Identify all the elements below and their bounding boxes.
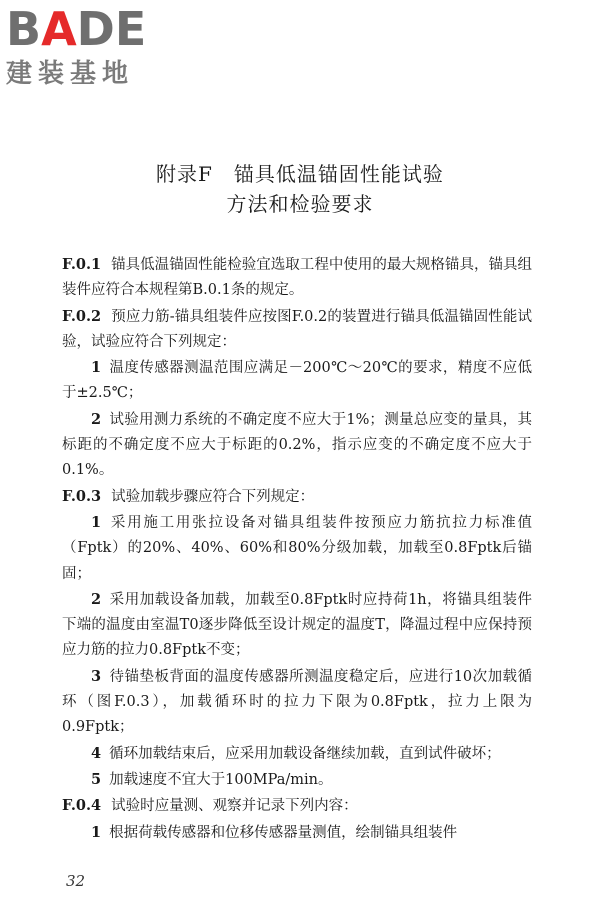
- item-number: 2: [91, 410, 102, 428]
- clause-number: F.0.1: [62, 256, 102, 273]
- clause-number: F.0.2: [62, 307, 102, 325]
- document-body: [62, 252, 532, 846]
- item-number: 2: [91, 590, 102, 608]
- item-text: 采用加载设备加载，加载至0.8Fptk时应持荷1h，将锚具组装件下端的温度由室温T0逐步降低至设计规定的温度T，降温过程中应保持预应力筋的拉力0.8Fptk不变；: [62, 591, 532, 659]
- clause-number: F.0.3: [62, 487, 102, 505]
- item-text: 采用施工用张拉设备对锚具组装件按预应力筋抗拉力标准值（Fptk）的20%、40%、60%和80%分级加载，加载至0.8Fptk后锚固；: [62, 514, 532, 582]
- appendix-title-line2: 方法和检验要求: [226, 192, 374, 216]
- sub-item: [62, 510, 532, 587]
- item-text: 温度传感器测温范围应满足－200℃～20℃的要求，精度不应低于±2.5℃；: [62, 360, 532, 402]
- sub-item: [62, 355, 532, 407]
- logo: [6, 4, 146, 90]
- item-number: 3: [91, 667, 102, 685]
- clause-text: 试验时应量测、观察并记录下列内容：: [111, 798, 358, 815]
- item-text: 试验用测力系统的不确定度不应大于1%；测量总应变的量具，其标距的不确定度不应大于标距的0.2%，指示应变的不确定度不应大于0.1%。: [62, 411, 532, 479]
- item-text: 待锚垫板背面的温度传感器所测温度稳定后，应进行10次加载循环（图F.0.3），加载循环时的拉力下限为0.8Fptk，拉力上限为0.9Fptk；: [62, 668, 532, 736]
- appendix-title: 附录F 锚具低温锚固性能试验: [156, 162, 444, 186]
- item-number: 4: [91, 744, 102, 762]
- item-number: 1: [91, 823, 102, 841]
- logo-wordmark: BADE: [6, 2, 147, 56]
- item-text: 循环加载结束后，应采用加载设备继续加载，直到试件破坏；: [109, 745, 501, 762]
- clause: [62, 793, 532, 819]
- sub-item: [62, 741, 532, 767]
- clause: [62, 304, 532, 356]
- sub-item: [62, 767, 532, 793]
- sub-item: [62, 407, 532, 484]
- sub-item: [62, 664, 532, 741]
- clause-text: 锚具低温锚固性能检验宜选取工程中使用的最大规格锚具，锚具组装件应符合本规程第B.0.1条的规定。: [62, 257, 532, 299]
- clause-number: F.0.4: [62, 797, 102, 815]
- item-text: 根据荷载传感器和位移传感器量测值，绘制锚具组装件: [109, 824, 458, 841]
- clause: [62, 252, 532, 304]
- sub-item: [62, 820, 532, 846]
- item-number: 1: [91, 359, 102, 377]
- page-number: 32: [66, 872, 86, 890]
- item-number: 1: [91, 513, 102, 531]
- item-number: 5: [91, 770, 102, 788]
- item-text: 加载速度不宜大于100MPa/min。: [109, 771, 333, 788]
- clause-text: 试验加载步骤应符合下列规定：: [111, 488, 315, 505]
- clause: [62, 484, 532, 510]
- clause-text: 预应力筋-锚具组装件应按图F.0.2的装置进行锚具低温锚固性能试验，试验应符合下列规定：: [62, 308, 532, 350]
- sub-item: [62, 587, 532, 664]
- logo-subtitle: 建装基地: [6, 59, 135, 89]
